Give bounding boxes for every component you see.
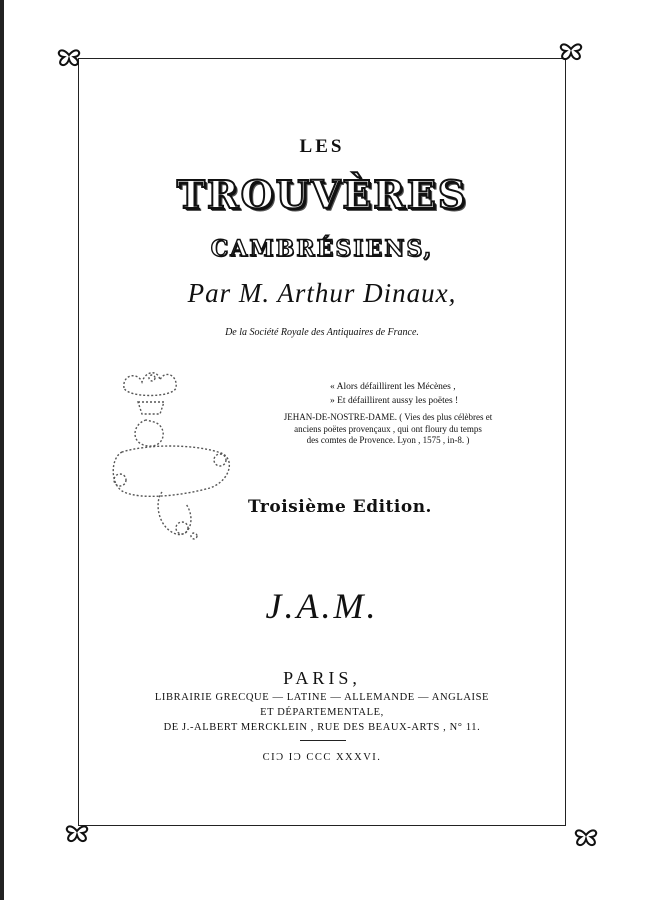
epigraph-source-line-2: anciens poëtes provençaux , qui ont floury du temps bbox=[294, 423, 482, 434]
library-stamp-seal bbox=[102, 368, 242, 548]
imprint-date: CIƆ IƆ CCC XXXVI. bbox=[262, 752, 382, 763]
imprint-line-1: LIBRAIRIE GRECQUE — LATINE — ALLEMANDE — ANGLAISE bbox=[154, 692, 490, 703]
edition-line: Troisième Edition. bbox=[248, 497, 432, 517]
title-main: TROUVÈRES bbox=[176, 172, 468, 217]
imprint-city: PARIS, bbox=[283, 668, 361, 688]
scan-edge bbox=[0, 0, 4, 900]
corner-ornament-top-right bbox=[558, 36, 584, 62]
society-line: De la Société Royale des Antiquaires de France. bbox=[225, 327, 419, 338]
corner-ornament-bottom-right bbox=[573, 822, 599, 848]
imprint-rule bbox=[300, 740, 346, 741]
epigraph-source-line-3: des comtes de Provence. Lyon , 1575 , in-8. ) bbox=[306, 435, 470, 445]
title-subtitle: CAMBRÉSIENS, bbox=[210, 236, 434, 262]
corner-ornament-bottom-left bbox=[64, 818, 90, 844]
corner-ornament-top-left bbox=[56, 42, 82, 68]
monogram: J.A.M. bbox=[265, 586, 379, 626]
imprint-line-2: ET DÉPARTEMENTALE, bbox=[260, 707, 384, 718]
epigraph-source-line-1: JEHAN-DE-NOSTRE-DAME. ( Vies des plus célèbres et bbox=[283, 412, 493, 422]
imprint-line-3: DE J.-ALBERT MERCKLEIN , RUE DES BEAUX-ARTS , N° 11. bbox=[163, 722, 481, 733]
epigraph-line-2: » Et défaillirent aussy les poëtes ! bbox=[330, 396, 459, 406]
epigraph-line-1: « Alors défaillirent les Mécènes , bbox=[330, 382, 456, 392]
title-les: LES bbox=[299, 136, 345, 157]
author-line: Par M. Arthur Dinaux, bbox=[187, 278, 457, 308]
epigraph-source bbox=[268, 412, 508, 447]
